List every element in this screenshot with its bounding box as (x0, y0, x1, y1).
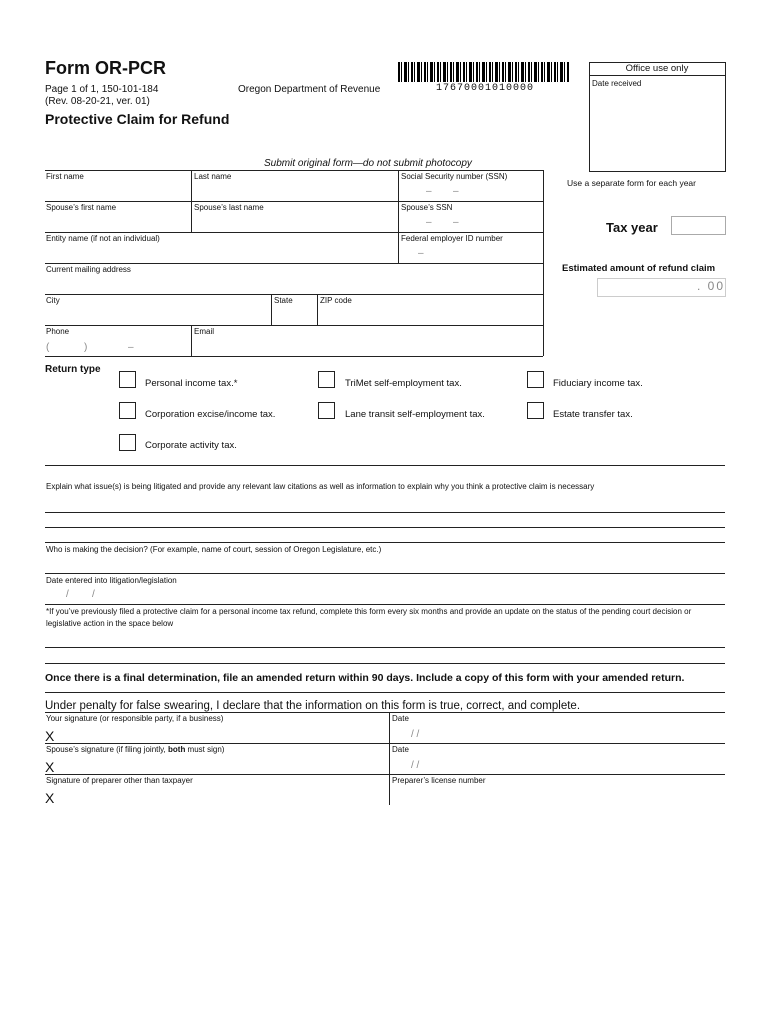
fiduciary-label: Fiduciary income tax. (553, 378, 643, 389)
office-use-label: Office use only (625, 63, 689, 74)
tax-year-label: Tax year (606, 220, 658, 235)
email-label: Email (194, 327, 215, 336)
preparer-signature-label: Signature of preparer other than taxpayer (46, 776, 193, 785)
personal-income-label: Personal income tax.* (145, 378, 238, 389)
ssn-label: Social Security number (SSN) (401, 172, 508, 181)
date-sep-1: / / (411, 729, 420, 740)
corporate-activity-label: Corporate activity tax. (145, 440, 237, 451)
explain-line-1[interactable] (46, 497, 724, 511)
phone-label: Phone (46, 327, 70, 336)
mailing-address-label: Current mailing address (46, 265, 131, 274)
last-name-input[interactable] (194, 184, 394, 198)
date-label-1: Date (392, 714, 409, 723)
amount-input[interactable] (600, 280, 695, 294)
mailing-address-input[interactable] (46, 277, 536, 291)
submit-note: Submit original form—do not submit photocopy (264, 158, 472, 169)
who-decides-input[interactable] (46, 558, 724, 572)
date-entered-input[interactable] (46, 589, 246, 603)
previous-update-line-2[interactable] (46, 648, 724, 662)
state-input[interactable] (274, 308, 314, 322)
trimet-label: TriMet self-employment tax. (345, 378, 462, 389)
explain-line-2[interactable] (46, 513, 724, 526)
city-label: City (46, 296, 60, 305)
your-signature-x: X (45, 728, 55, 744)
tax-year-input[interactable] (671, 216, 726, 235)
ssn-input[interactable] (401, 184, 539, 198)
preparer-license-input[interactable] (392, 790, 722, 804)
last-name-label: Last name (194, 172, 232, 181)
your-signature-input[interactable] (62, 728, 382, 742)
spouse-signature-x: X (45, 759, 55, 775)
spouse-ssn-label: Spouse’s SSN (401, 203, 453, 212)
phone-input[interactable] (46, 340, 186, 354)
first-name-label: First name (46, 172, 84, 181)
your-date-input[interactable] (392, 728, 722, 742)
separate-form-note: Use a separate form for each year (567, 178, 696, 188)
spouse-signature-input[interactable] (62, 759, 382, 773)
spouse-ssn-input[interactable] (401, 215, 539, 229)
spouse-last-name-label: Spouse’s last name (194, 203, 264, 212)
date-label-2: Date (392, 745, 409, 754)
amount-cents: . 00 (697, 279, 726, 293)
preparer-signature-x: X (45, 790, 55, 806)
form-subtitle: Protective Claim for Refund (45, 111, 230, 127)
spouse-signature-label: Spouse’s signature (if filing jointly, both must sign) (46, 745, 225, 754)
revision: (Rev. 08-20-21, ver. 01) (45, 96, 150, 107)
form-title: Form OR-PCR (45, 58, 166, 78)
previous-claim-note: *If you’ve previously filed a protective claim for a personal income tax refund, complete this form every six months and provide an update on the status of the pending court decision or legislative action in the space below (46, 607, 692, 628)
corporation-checkbox[interactable] (119, 402, 136, 419)
final-determination-note: Once there is a final determination, file an amended return within 90 days. Include a copy of this form with your amended return. (45, 672, 685, 684)
estimated-amount-label: Estimated amount of refund claim (562, 263, 716, 274)
barcode-number: 17670001010000 (436, 83, 535, 94)
preparer-license-label: Preparer’s license number (392, 776, 486, 785)
estate-label: Estate transfer tax. (553, 409, 633, 420)
agency: Oregon Department of Revenue (238, 84, 381, 95)
corporation-label: Corporation excise/income tax. (145, 409, 276, 420)
office-use-header (589, 62, 725, 76)
state-label: State (274, 296, 293, 305)
barcode (398, 62, 570, 82)
date-sep-2: / / (411, 760, 420, 771)
preparer-signature-input[interactable] (62, 790, 382, 804)
previous-update-line-1[interactable] (46, 632, 724, 646)
fein-label: Federal employer ID number (401, 234, 503, 243)
who-decides-label: Who is making the decision? (For example, name of court, session of Oregon Legislature, etc.) (46, 545, 382, 554)
entity-name-input[interactable] (46, 246, 391, 260)
spouse-date-input[interactable] (392, 759, 722, 773)
city-input[interactable] (46, 308, 266, 322)
zip-label: ZIP code (320, 296, 352, 305)
return-type-label: Return type (45, 364, 101, 375)
estate-checkbox[interactable] (527, 402, 544, 419)
spouse-first-name-label: Spouse’s first name (46, 203, 117, 212)
personal-income-checkbox[interactable] (119, 371, 136, 388)
fiduciary-checkbox[interactable] (527, 371, 544, 388)
email-input[interactable] (194, 340, 539, 354)
date-received-label: Date received (592, 79, 642, 88)
your-signature-label: Your signature (or responsible party, if a business) (46, 714, 224, 723)
lane-transit-checkbox[interactable] (318, 402, 335, 419)
entity-name-label: Entity name (if not an individual) (46, 234, 160, 243)
first-name-input[interactable] (46, 184, 186, 198)
explain-label: Explain what issue(s) is being litigated and provide any relevant law citations as well as information to explain why you think a protective claim is necessary (46, 482, 595, 491)
page-info: Page 1 of 1, 150-101-184 (45, 84, 159, 95)
zip-input[interactable] (320, 308, 538, 322)
spouse-first-name-input[interactable] (46, 215, 186, 229)
date-entered-label: Date entered into litigation/legislation (46, 576, 177, 585)
lane-transit-label: Lane transit self-employment tax. (345, 409, 485, 420)
penalty-statement: Under penalty for false swearing, I declare that the information on this form is true, correct, and complete. (45, 700, 581, 712)
spouse-last-name-input[interactable] (194, 215, 394, 229)
trimet-checkbox[interactable] (318, 371, 335, 388)
corporate-activity-checkbox[interactable] (119, 434, 136, 451)
